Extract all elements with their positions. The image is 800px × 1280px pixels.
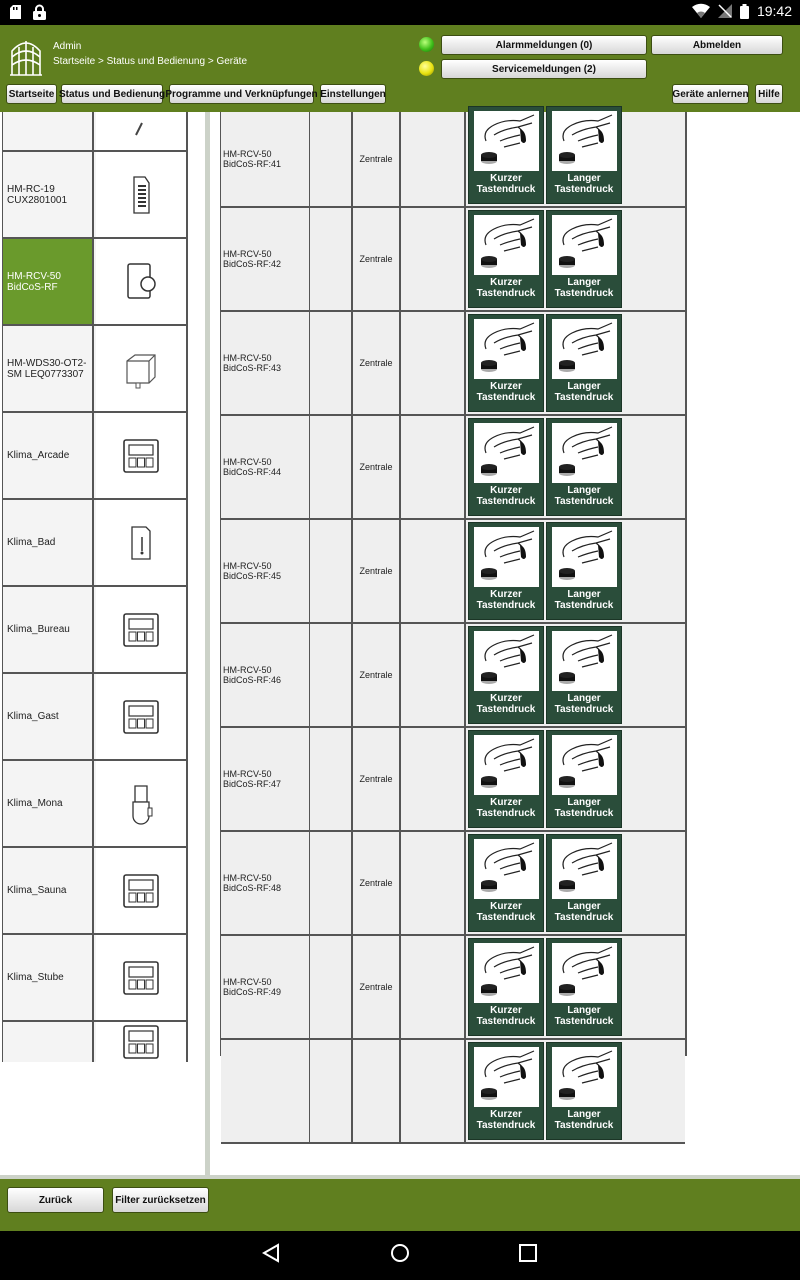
hand-press-icon: [552, 527, 617, 587]
channel-actions: [466, 520, 688, 622]
channel-row: [221, 624, 685, 728]
device-list-item[interactable]: [2, 152, 188, 239]
long-press-button[interactable]: [546, 210, 622, 308]
channel-zone: Zentrale: [353, 312, 401, 414]
channel-zone: Zentrale: [353, 112, 401, 206]
channel-zone: Zentrale: [353, 624, 401, 726]
channel-name: HM-RCV-50 BidCoS-RF:45: [221, 520, 310, 622]
long-press-button[interactable]: [546, 1042, 622, 1140]
device-list-item[interactable]: [2, 761, 188, 848]
channel-cell: [401, 312, 466, 414]
device-list-item[interactable]: [2, 326, 188, 413]
long-press-button[interactable]: [546, 730, 622, 828]
device-name: Klima_Gast: [2, 674, 94, 759]
long-press-button[interactable]: [546, 106, 622, 204]
device-name: [2, 112, 94, 150]
channel-zone: Zentrale: [353, 728, 401, 830]
device-icon: [96, 112, 188, 150]
long-press-button[interactable]: [546, 626, 622, 724]
channel-cell: [310, 832, 353, 934]
logout-button[interactable]: Abmelden: [651, 35, 783, 55]
short-press-button[interactable]: [468, 314, 544, 412]
alarm-messages-button[interactable]: Alarmmeldungen (0): [441, 35, 647, 55]
android-nav-bar: [0, 1231, 800, 1280]
channel-actions: [466, 312, 688, 414]
long-press-button-label: Langer Tastendruck: [554, 797, 614, 819]
channel-cell: [310, 728, 353, 830]
hand-press-icon: [552, 111, 617, 171]
channel-actions: [466, 416, 688, 518]
hand-press-icon: [552, 215, 617, 275]
long-press-button-label: Langer Tastendruck: [554, 485, 614, 507]
channel-name: HM-RCV-50 BidCoS-RF:41: [221, 112, 310, 206]
channel-row: [221, 520, 685, 624]
help-button[interactable]: Hilfe: [755, 84, 783, 104]
channel-cell: [401, 832, 466, 934]
long-press-button-label: Langer Tastendruck: [554, 901, 614, 923]
recents-nav-icon[interactable]: [519, 1244, 537, 1267]
homematic-logo: [10, 37, 42, 77]
thermostat-icon: [96, 848, 188, 933]
short-press-button-label: Kurzer Tastendruck: [476, 589, 536, 611]
channel-zone: Zentrale: [353, 208, 401, 310]
hand-press-icon: [552, 319, 617, 379]
channel-zone: Zentrale: [353, 832, 401, 934]
long-press-button[interactable]: [546, 938, 622, 1036]
device-name: HM-WDS30-OT2-SM LEQ0773307: [2, 326, 94, 411]
device-list[interactable]: [2, 112, 188, 1058]
short-press-button[interactable]: [468, 210, 544, 308]
device-name: Klima_Arcade: [2, 413, 94, 498]
short-press-button-label: Kurzer Tastendruck: [476, 381, 536, 403]
channel-actions: [466, 624, 688, 726]
channel-actions: [466, 1040, 688, 1142]
device-name: Klima_Bureau: [2, 587, 94, 672]
thermostat-icon: [96, 935, 188, 1020]
short-press-button[interactable]: [468, 730, 544, 828]
long-press-button[interactable]: [546, 418, 622, 516]
short-press-button[interactable]: [468, 522, 544, 620]
device-list-item[interactable]: [2, 935, 188, 1022]
short-press-button-label: Kurzer Tastendruck: [476, 693, 536, 715]
short-press-button-label: Kurzer Tastendruck: [476, 901, 536, 923]
channel-cell: [310, 520, 353, 622]
short-press-button[interactable]: [468, 626, 544, 724]
channel-cell: [310, 936, 353, 1038]
alarm-status-led: [419, 37, 434, 52]
hand-press-icon: [474, 631, 539, 691]
sd-card-icon: [10, 5, 21, 20]
channel-actions: [466, 728, 688, 830]
channel-name: HM-RCV-50 BidCoS-RF:46: [221, 624, 310, 726]
device-list-item[interactable]: [2, 848, 188, 935]
hand-press-icon: [552, 839, 617, 899]
home-nav-icon[interactable]: [390, 1243, 410, 1268]
channel-cell: [310, 1040, 353, 1142]
device-name: Klima_Stube: [2, 935, 94, 1020]
hand-press-icon: [552, 943, 617, 1003]
service-status-led: [419, 61, 434, 76]
long-press-button-label: Langer Tastendruck: [554, 1109, 614, 1131]
channel-cell: [401, 1040, 466, 1142]
long-press-button-label: Langer Tastendruck: [554, 277, 614, 299]
channel-actions: [466, 936, 688, 1038]
channel-cell: [401, 112, 466, 206]
device-list-item[interactable]: [2, 587, 188, 674]
hand-press-icon: [552, 631, 617, 691]
channel-name: HM-RCV-50 BidCoS-RF:49: [221, 936, 310, 1038]
channel-zone: Zentrale: [353, 936, 401, 1038]
device-list-item[interactable]: [2, 239, 188, 326]
device-name: Klima_Mona: [2, 761, 94, 846]
device-name: [2, 1022, 94, 1062]
hand-press-icon: [474, 527, 539, 587]
channel-name: HM-RCV-50 BidCoS-RF:43: [221, 312, 310, 414]
short-press-button[interactable]: [468, 1042, 544, 1140]
thermostat-icon: [96, 413, 188, 498]
channel-zone: Zentrale: [353, 520, 401, 622]
hand-press-icon: [474, 319, 539, 379]
channel-row: [221, 832, 685, 936]
long-press-button[interactable]: [546, 834, 622, 932]
short-press-button-label: Kurzer Tastendruck: [476, 1109, 536, 1131]
long-press-button-label: Langer Tastendruck: [554, 1005, 614, 1027]
channel-cell: [310, 112, 353, 206]
logged-in-user: Admin: [53, 41, 82, 52]
device-list-item[interactable]: [2, 413, 188, 500]
device-list-item[interactable]: [2, 500, 188, 587]
channel-cell: [401, 624, 466, 726]
breadcrumb: Startseite > Status und Bedienung > Geräte: [53, 56, 248, 67]
channel-row: [221, 208, 685, 312]
hand-press-icon: [474, 423, 539, 483]
hand-press-icon: [474, 735, 539, 795]
device-list-item[interactable]: [2, 674, 188, 761]
valve-actuator-icon: [96, 761, 188, 846]
short-press-button[interactable]: [468, 938, 544, 1036]
app-header: [0, 25, 800, 112]
channel-actions: [466, 832, 688, 934]
short-press-button[interactable]: [468, 106, 544, 204]
long-press-button-label: Langer Tastendruck: [554, 693, 614, 715]
device-name: Klima_Sauna: [2, 848, 94, 933]
device-list-item[interactable]: [2, 1022, 188, 1062]
hand-press-icon: [474, 943, 539, 1003]
long-press-button[interactable]: [546, 522, 622, 620]
short-press-button-label: Kurzer Tastendruck: [476, 277, 536, 299]
virtual-key-icon: [96, 239, 188, 324]
hand-press-icon: [474, 839, 539, 899]
remote-icon: [96, 152, 188, 237]
channel-cell: [401, 416, 466, 518]
sensor-box-icon: [96, 326, 188, 411]
clock-time: 19:42: [756, 3, 792, 19]
long-press-button-label: Langer Tastendruck: [554, 173, 614, 195]
hand-press-icon: [474, 1047, 539, 1107]
channel-name: HM-RCV-50 BidCoS-RF:48: [221, 832, 310, 934]
short-press-button-label: Kurzer Tastendruck: [476, 485, 536, 507]
device-name: Klima_Bad: [2, 500, 94, 585]
radiator-valve-icon: [96, 500, 188, 585]
short-press-button-label: Kurzer Tastendruck: [476, 797, 536, 819]
channel-name: HM-RCV-50 BidCoS-RF:42: [221, 208, 310, 310]
short-press-button[interactable]: [468, 834, 544, 932]
channel-row: [221, 936, 685, 1040]
channel-row: [221, 1040, 685, 1144]
channel-row: [221, 112, 685, 208]
nav-settings-button[interactable]: Einstellungen: [320, 84, 386, 104]
channel-row: [221, 312, 685, 416]
hand-press-icon: [552, 735, 617, 795]
hand-press-icon: [474, 111, 539, 171]
long-press-button-label: Langer Tastendruck: [554, 589, 614, 611]
device-name: HM-RC-19 CUX2801001: [2, 152, 94, 237]
teach-in-devices-button[interactable]: Geräte anlernen: [672, 84, 749, 104]
channel-name: HM-RCV-50 BidCoS-RF:44: [221, 416, 310, 518]
short-press-button-label: Kurzer Tastendruck: [476, 173, 536, 195]
long-press-button[interactable]: [546, 314, 622, 412]
channel-row: [221, 416, 685, 520]
channel-name: HM-RCV-50 BidCoS-RF:47: [221, 728, 310, 830]
channel-actions: [466, 208, 688, 310]
service-messages-button[interactable]: Servicemeldungen (2): [441, 59, 647, 79]
nav-status-button[interactable]: Status und Bedienung: [61, 84, 163, 104]
channel-cell: [401, 936, 466, 1038]
thermostat-icon: [96, 1022, 188, 1062]
long-press-button-label: Langer Tastendruck: [554, 381, 614, 403]
device-list-item[interactable]: [2, 112, 188, 152]
wifi-icon: [692, 4, 710, 18]
footer-bar: [0, 1175, 800, 1231]
device-list-panel: [0, 112, 207, 1175]
back-button[interactable]: Zurück: [7, 1187, 104, 1213]
hand-press-icon: [474, 215, 539, 275]
channel-name: [221, 1040, 310, 1142]
thermostat-icon: [96, 587, 188, 672]
device-name: HM-RCV-50 BidCoS-RF: [2, 239, 94, 324]
nav-home-button[interactable]: Startseite: [6, 84, 57, 104]
channel-row: [221, 728, 685, 832]
android-status-bar: [0, 0, 800, 25]
thermostat-icon: [96, 674, 188, 759]
short-press-button[interactable]: [468, 418, 544, 516]
channel-zone: [353, 1040, 401, 1142]
no-signal-icon: [718, 4, 732, 18]
channel-cell: [401, 208, 466, 310]
hand-press-icon: [552, 423, 617, 483]
hand-press-icon: [552, 1047, 617, 1107]
short-press-button-label: Kurzer Tastendruck: [476, 1005, 536, 1027]
channel-zone: Zentrale: [353, 416, 401, 518]
lock-icon: [33, 5, 46, 20]
channel-cell: [310, 312, 353, 414]
channel-cell: [310, 624, 353, 726]
channel-table: [220, 112, 687, 1131]
battery-icon: [740, 4, 749, 19]
channel-cell: [401, 520, 466, 622]
channel-cell: [310, 208, 353, 310]
back-nav-icon[interactable]: [262, 1243, 280, 1268]
channel-panel: [210, 112, 800, 1175]
filter-reset-button[interactable]: Filter zurücksetzen: [112, 1187, 209, 1213]
channel-actions: [466, 112, 688, 206]
nav-programs-button[interactable]: Programme und Verknüpfungen: [169, 84, 314, 104]
channel-cell: [310, 416, 353, 518]
channel-cell: [401, 728, 466, 830]
